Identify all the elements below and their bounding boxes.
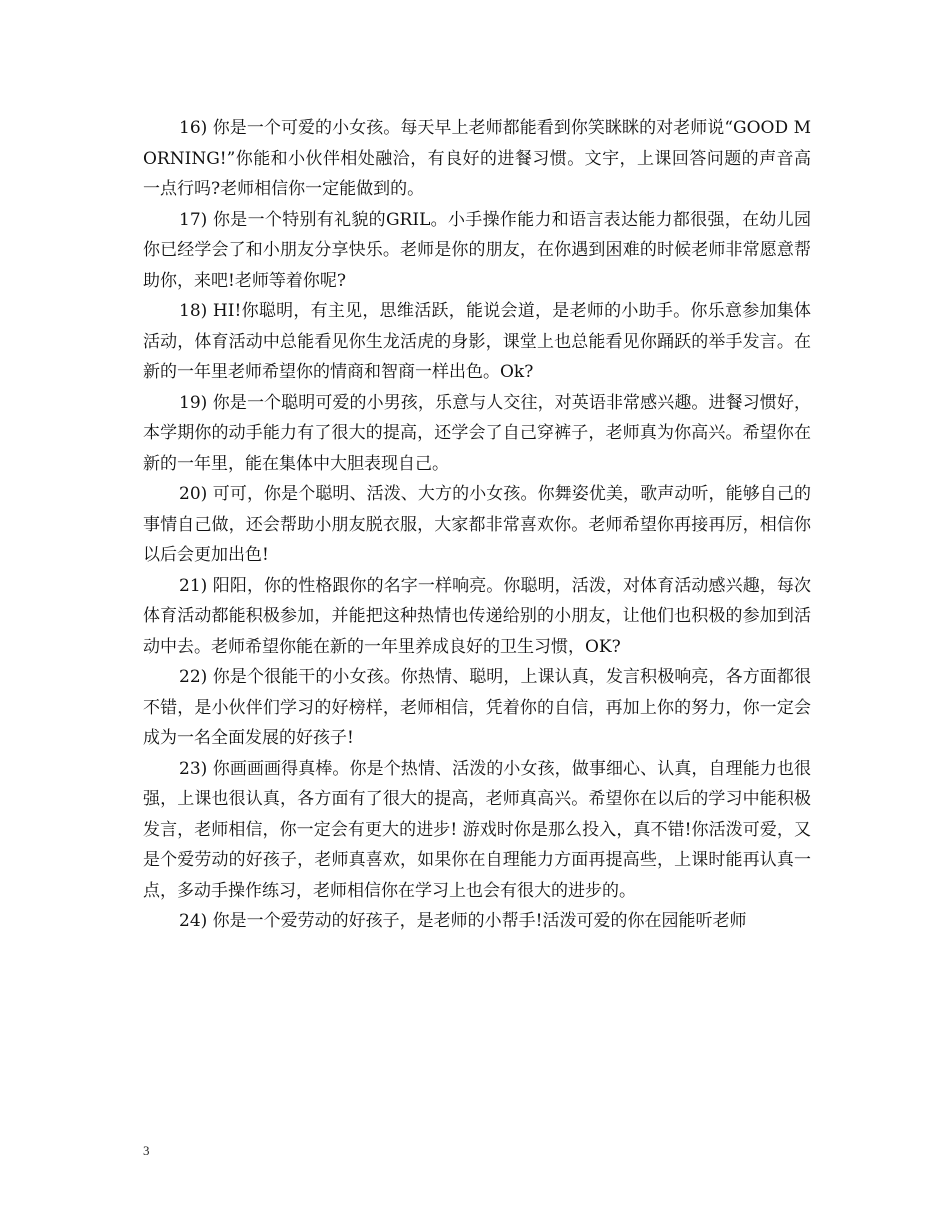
paragraph-18: 18) HI!你聪明，有主见，思维活跃，能说会道，是老师的小助手。你乐意参加集体活动，体育活动中总能看见你生龙活虎的身影，课堂上也总能看见你踊跃的举手发言。在新的一年里老师希望你的情商和智商一样出色。Ok? — [143, 301, 811, 382]
paragraph-22: 22) 你是个很能干的小女孩。你热情、聪明，上课认真，发言积极响亮，各方面都很不错，是小伙伴们学习的好榜样，老师相信，凭着你的自信，再加上你的努力，你一定会成为一名全面发展的好孩子! — [143, 667, 811, 748]
paragraph-21: 21) 阳阳，你的性格跟你的名字一样响亮。你聪明，活泼，对体育活动感兴趣，每次体育活动都能积极参加，并能把这种热情也传递给别的小朋友，让他们也积极的参加到活动中去。老师希望你能在新的一年里养成良好的卫生习惯，OK? — [143, 575, 811, 657]
page-number: 3 — [143, 1143, 150, 1158]
paragraph-20: 20) 可可，你是个聪明、活泼、大方的小女孩。你舞姿优美，歌声动听，能够自己的事情自己做，还会帮助小朋友脱衣服，大家都非常喜欢你。老师希望你再接再厉，相信你以后会更加出色! — [143, 484, 811, 565]
paragraph-23: 23) 你画画画得真棒。你是个热情、活泼的小女孩，做事细心、认真，自理能力也很强，上课也很认真，各方面有了很大的提高，老师真高兴。希望你在以后的学习中能积极发言，老师相信，你一定会有更大的进步! 游戏时你是那么投入，真不错!你活泼可爱，又是个爱劳动的好孩子，老师真喜欢，如果你在自理能力方面再提高些，上课时能再认真一点，多动手操作练习，老师相信你在学习上也会有很大的进步的。 — [143, 758, 811, 901]
paragraph-24: 24) 你是一个爱劳动的好孩子，是老师的小帮手!活泼可爱的你在园能听老师 — [179, 911, 747, 931]
paragraph-16: 16) 你是一个可爱的小女孩。每天早上老师都能看到你笑眯眯的对老师说“GOOD MORNING!”你能和小伙伴相处融洽，有良好的进餐习惯。文宇，上课回答问题的声音高一点行吗?老师相信你一定能做到的。 — [143, 118, 811, 199]
document-body — [143, 113, 811, 937]
paragraph-19: 19) 你是一个聪明可爱的小男孩，乐意与人交往，对英语非常感兴趣。进餐习惯好，本学期你的动手能力有了很大的提高，还学会了自己穿裤子，老师真为你高兴。希望你在新的一年里，能在集体中大胆表现自己。 — [143, 392, 811, 474]
paragraph-17: 17) 你是一个特别有礼貌的GRIL。小手操作能力和语言表达能力都很强，在幼儿园你已经学会了和小朋友分享快乐。老师是你的朋友，在你遇到困难的时候老师非常愿意帮助你，来吧!老师等着你呢? — [143, 209, 811, 291]
